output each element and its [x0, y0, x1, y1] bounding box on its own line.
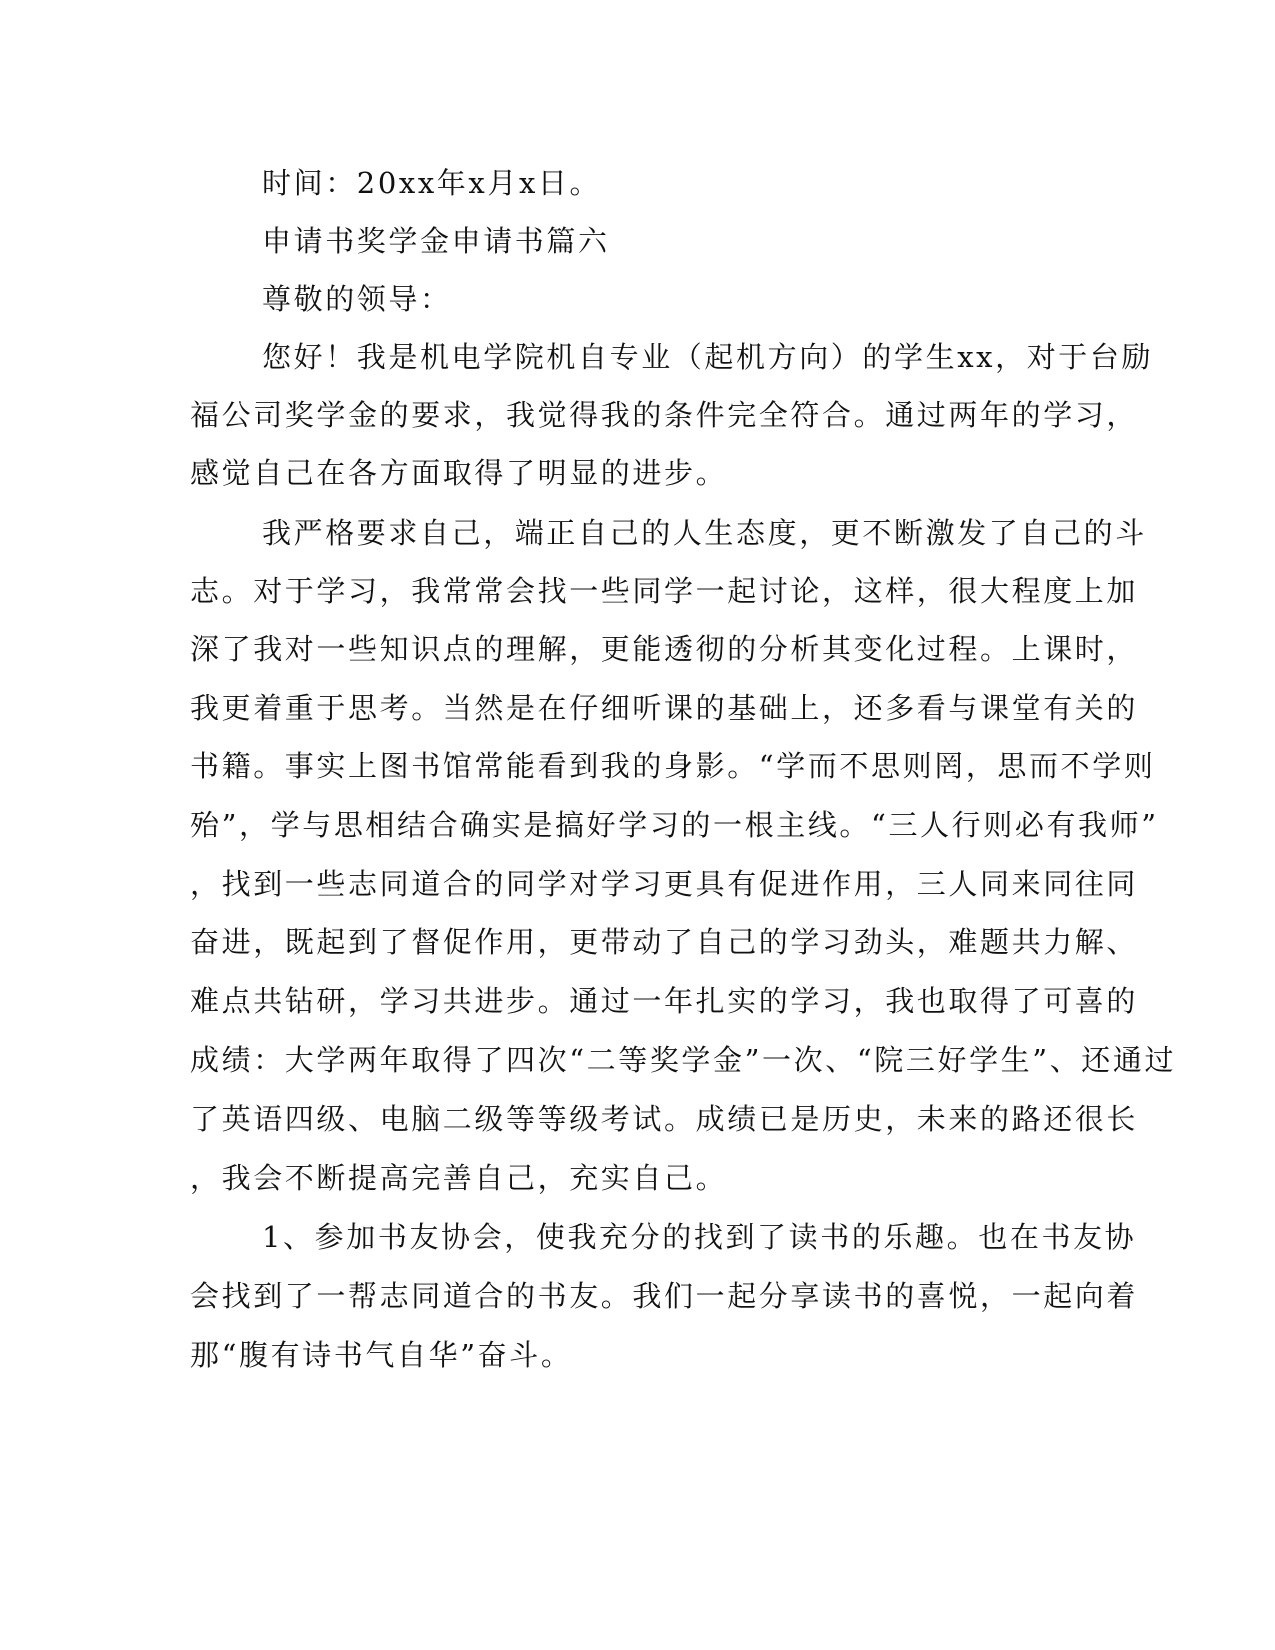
- paragraph-line: 您好！我是机电学院机自专业（起机方向）的学生xx，对于台励: [262, 340, 1154, 374]
- paragraph-line: 我严格要求自己，端正自己的人生态度，更不断激发了自己的斗: [262, 516, 1147, 550]
- paragraph-line: 了英语四级、电脑二级等等级考试。成绩已是历史，未来的路还很长: [190, 1102, 1139, 1136]
- paragraph-line: 书籍。事实上图书馆常能看到我的身影。“学而不思则罔，思而不学则: [190, 749, 1156, 783]
- paragraph-line: 深了我对一些知识点的理解，更能透彻的分析其变化过程。上课时，: [190, 632, 1139, 666]
- paragraph-line: 我更着重于思考。当然是在仔细听课的基础上，还多看与课堂有关的: [190, 691, 1139, 725]
- paragraph-line: ，找到一些志同道合的同学对学习更具有促进作用，三人同来同往同: [190, 867, 1139, 901]
- paragraph-line: 福公司奖学金的要求，我觉得我的条件完全符合。通过两年的学习，: [190, 398, 1139, 432]
- paragraph-line: 1、参加书友协会，使我充分的找到了读书的乐趣。也在书友协: [262, 1220, 1137, 1254]
- paragraph-line: 奋进，既起到了督促作用，更带动了自己的学习劲头，难题共力解、: [190, 925, 1139, 959]
- date-line: 时间：20xx年x月x日。: [262, 166, 602, 200]
- paragraph-line: 殆”，学与思相结合确实是搞好学习的一根主线。“三人行则必有我师”: [190, 808, 1159, 842]
- paragraph-line: 难点共钻研，学习共进步。通过一年扎实的学习，我也取得了可喜的: [190, 984, 1139, 1018]
- paragraph-line: 成绩：大学两年取得了四次“二等奖学金”一次、“院三好学生”、还通过: [190, 1043, 1177, 1077]
- paragraph-line: 志。对于学习，我常常会找一些同学一起讨论，这样，很大程度上加: [190, 574, 1139, 608]
- paragraph-line: 会找到了一帮志同道合的书友。我们一起分享读书的喜悦，一起向着: [190, 1279, 1139, 1313]
- paragraph-line: ，我会不断提高完善自己，充实自己。: [190, 1161, 728, 1195]
- salutation: 尊敬的领导：: [262, 282, 452, 316]
- section-title: 申请书奖学金申请书篇六: [262, 224, 610, 258]
- paragraph-line: 感觉自己在各方面取得了明显的进步。: [190, 456, 728, 490]
- paragraph-line: 那“腹有诗书气自华”奋斗。: [190, 1338, 573, 1372]
